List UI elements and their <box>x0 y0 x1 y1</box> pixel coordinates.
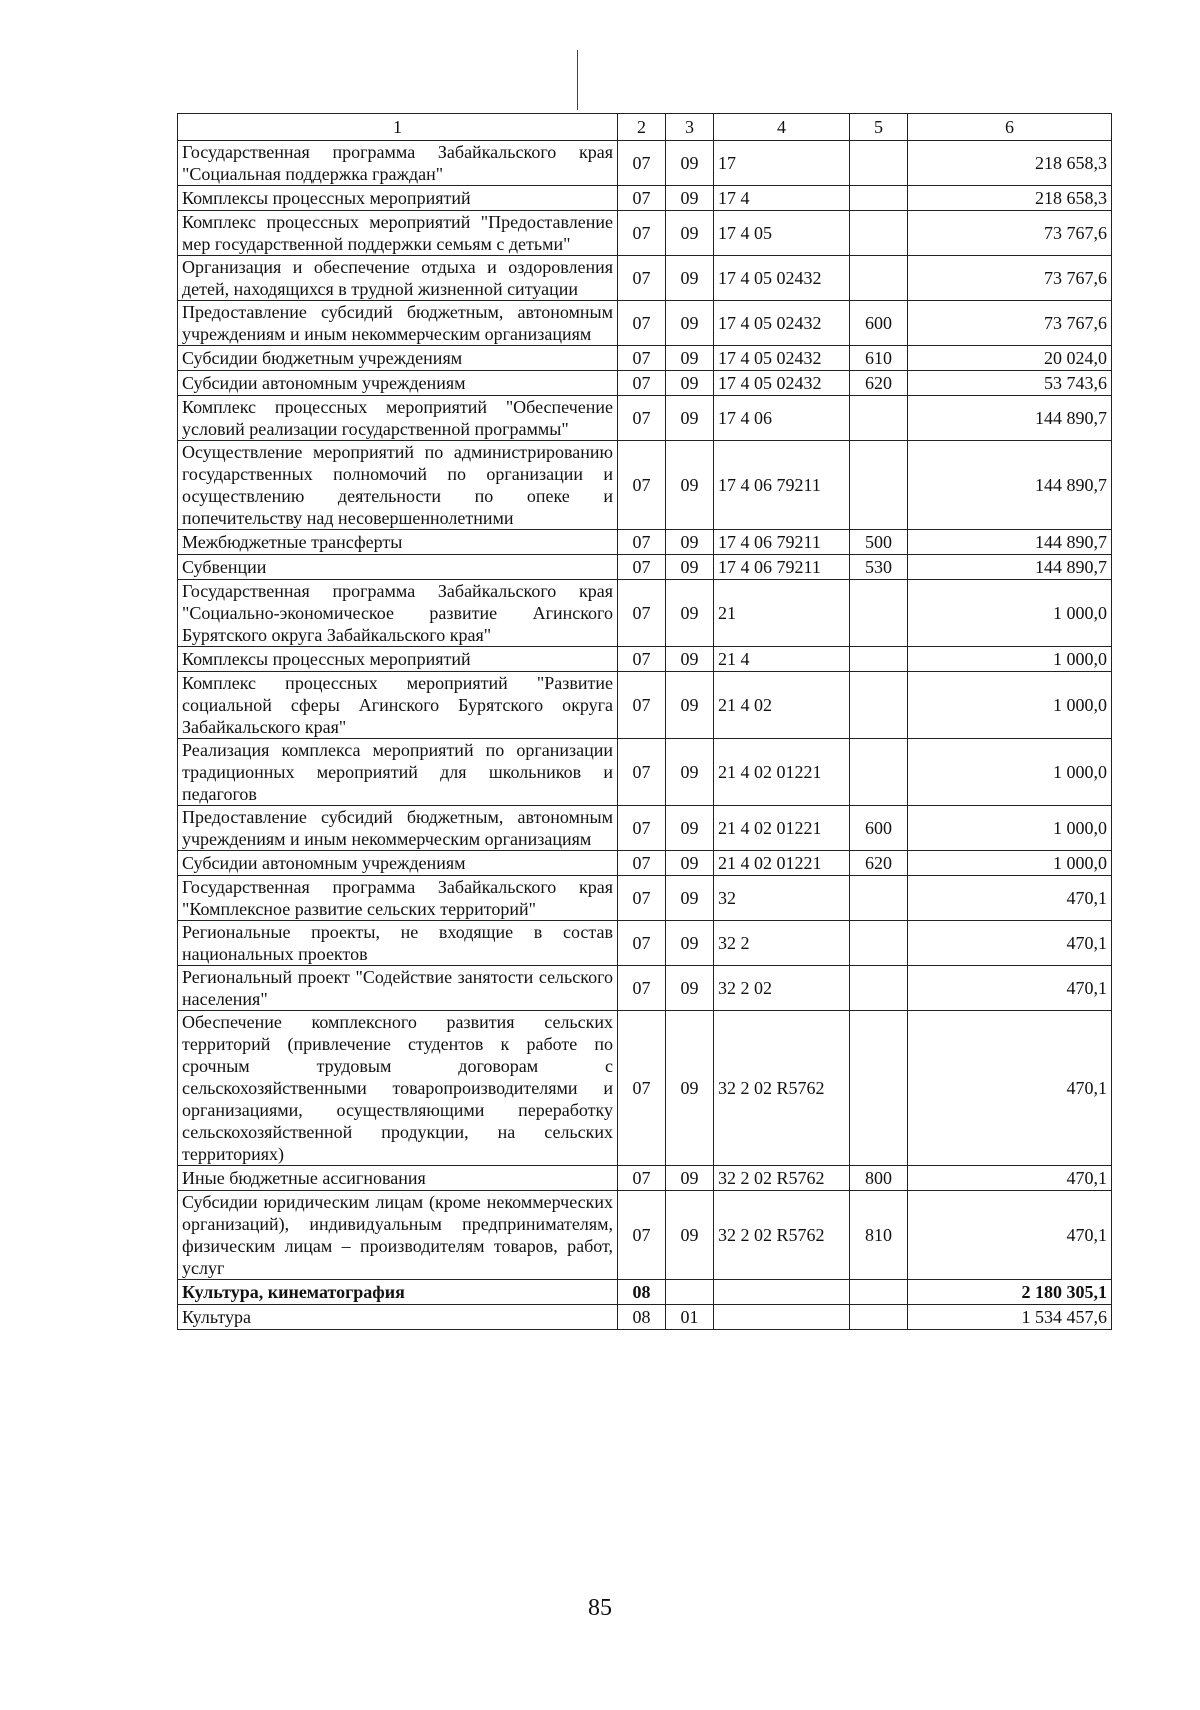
table-row <box>178 876 1112 921</box>
cell-section: 07 <box>618 851 666 876</box>
cell-name: Культура <box>178 1305 618 1330</box>
cell-section: 07 <box>618 555 666 580</box>
table-row <box>178 441 1112 530</box>
cell-target-article: 21 <box>714 580 850 647</box>
cell-subsection: 09 <box>666 806 714 851</box>
cell-expense-type: 500 <box>850 530 908 555</box>
table-row <box>178 921 1112 966</box>
cell-section: 08 <box>618 1280 666 1305</box>
cell-subsection: 09 <box>666 141 714 186</box>
table-row <box>178 580 1112 647</box>
table-row <box>178 211 1112 256</box>
cell-expense-type <box>850 580 908 647</box>
cell-section: 07 <box>618 396 666 441</box>
cell-subsection: 09 <box>666 371 714 396</box>
cell-name: Региональный проект "Содействие занятости сельского населения" <box>178 966 618 1011</box>
page-number: 85 <box>588 1595 612 1621</box>
cell-subsection: 09 <box>666 211 714 256</box>
cell-amount: 144 890,7 <box>908 555 1112 580</box>
cell-name: Региональные проекты, не входящие в состав национальных проектов <box>178 921 618 966</box>
cell-target-article: 32 <box>714 876 850 921</box>
cell-name: Предоставление субсидий бюджетным, автономным учреждениям и иным некоммерческим организациям <box>178 806 618 851</box>
cell-expense-type: 620 <box>850 851 908 876</box>
cell-expense-type: 600 <box>850 301 908 346</box>
cell-subsection <box>666 1280 714 1305</box>
table-row <box>178 555 1112 580</box>
cell-section: 07 <box>618 186 666 211</box>
cell-expense-type: 810 <box>850 1191 908 1280</box>
scan-binding-mark <box>577 50 578 110</box>
cell-amount: 470,1 <box>908 876 1112 921</box>
cell-expense-type <box>850 211 908 256</box>
cell-name: Субсидии автономным учреждениям <box>178 371 618 396</box>
cell-amount: 1 000,0 <box>908 580 1112 647</box>
cell-subsection: 09 <box>666 966 714 1011</box>
cell-name: Реализация комплекса мероприятий по организации традиционных мероприятий для школьников и педагогов <box>178 739 618 806</box>
cell-name: Субсидии юридическим лицам (кроме некоммерческих организаций), индивидуальным предпринимателям, физическим лицам – производителям товаров, работ, услуг <box>178 1191 618 1280</box>
table-row <box>178 1011 1112 1166</box>
cell-section: 07 <box>618 966 666 1011</box>
cell-target-article: 32 2 02 R5762 <box>714 1011 850 1166</box>
cell-expense-type <box>850 256 908 301</box>
cell-section: 07 <box>618 346 666 371</box>
cell-expense-type: 600 <box>850 806 908 851</box>
column-header-subsection: 3 <box>666 114 714 141</box>
cell-target-article: 17 4 06 79211 <box>714 530 850 555</box>
cell-target-article: 21 4 02 01221 <box>714 739 850 806</box>
cell-amount: 1 000,0 <box>908 851 1112 876</box>
cell-section: 07 <box>618 1011 666 1166</box>
cell-amount: 1 000,0 <box>908 806 1112 851</box>
table-row <box>178 186 1112 211</box>
cell-expense-type: 620 <box>850 371 908 396</box>
cell-expense-type <box>850 1305 908 1330</box>
cell-amount: 1 000,0 <box>908 647 1112 672</box>
cell-amount: 144 890,7 <box>908 396 1112 441</box>
cell-amount: 470,1 <box>908 1011 1112 1166</box>
cell-expense-type <box>850 186 908 211</box>
cell-name: Комплекс процессных мероприятий "Обеспечение условий реализации государственной программы" <box>178 396 618 441</box>
cell-amount: 73 767,6 <box>908 256 1112 301</box>
cell-name: Государственная программа Забайкальского края "Социальная поддержка граждан" <box>178 141 618 186</box>
cell-subsection: 09 <box>666 1166 714 1191</box>
cell-subsection: 09 <box>666 851 714 876</box>
cell-amount: 470,1 <box>908 966 1112 1011</box>
cell-name: Комплекс процессных мероприятий "Развитие социальной сферы Агинского Бурятского округа Забайкальского края" <box>178 672 618 739</box>
column-header-amount: 6 <box>908 114 1112 141</box>
cell-expense-type <box>850 1280 908 1305</box>
cell-name: Культура, кинематография <box>178 1280 618 1305</box>
cell-target-article: 17 4 05 <box>714 211 850 256</box>
cell-expense-type <box>850 647 908 672</box>
cell-section: 07 <box>618 441 666 530</box>
cell-amount: 1 000,0 <box>908 672 1112 739</box>
cell-section: 07 <box>618 211 666 256</box>
table-row <box>178 396 1112 441</box>
cell-target-article: 17 4 <box>714 186 850 211</box>
cell-name: Субсидии бюджетным учреждениям <box>178 346 618 371</box>
cell-expense-type: 800 <box>850 1166 908 1191</box>
cell-expense-type <box>850 1011 908 1166</box>
cell-amount: 73 767,6 <box>908 211 1112 256</box>
cell-subsection: 09 <box>666 1191 714 1280</box>
cell-subsection: 09 <box>666 876 714 921</box>
cell-name: Обеспечение комплексного развития сельских территорий (привлечение студентов к работе по срочным трудовым договорам с сельскохозяйственными товаропроизводителями и организациями, осуществляющими переработку сельскохозяйственной продукции, на сельских территориях) <box>178 1011 618 1166</box>
cell-section: 07 <box>618 301 666 346</box>
table-row <box>178 346 1112 371</box>
cell-amount: 470,1 <box>908 1166 1112 1191</box>
cell-name: Комплексы процессных мероприятий <box>178 647 618 672</box>
cell-section: 07 <box>618 647 666 672</box>
cell-section: 07 <box>618 141 666 186</box>
cell-target-article: 21 4 02 <box>714 672 850 739</box>
cell-subsection: 09 <box>666 301 714 346</box>
cell-subsection: 09 <box>666 647 714 672</box>
table-header-row <box>178 114 1112 141</box>
cell-name: Государственная программа Забайкальского края "Комплексное развитие сельских территорий" <box>178 876 618 921</box>
cell-subsection: 09 <box>666 396 714 441</box>
table-row <box>178 256 1112 301</box>
table-row <box>178 739 1112 806</box>
cell-name: Субвенции <box>178 555 618 580</box>
cell-name: Субсидии автономным учреждениям <box>178 851 618 876</box>
cell-subsection: 09 <box>666 580 714 647</box>
cell-target-article <box>714 1280 850 1305</box>
cell-target-article: 21 4 02 01221 <box>714 806 850 851</box>
cell-section: 07 <box>618 530 666 555</box>
cell-subsection: 09 <box>666 530 714 555</box>
cell-section: 07 <box>618 1166 666 1191</box>
cell-target-article: 17 4 06 79211 <box>714 441 850 530</box>
cell-subsection: 09 <box>666 672 714 739</box>
cell-expense-type <box>850 396 908 441</box>
cell-target-article: 21 4 02 01221 <box>714 851 850 876</box>
cell-target-article: 32 2 02 <box>714 966 850 1011</box>
cell-target-article: 32 2 02 R5762 <box>714 1166 850 1191</box>
cell-target-article: 17 4 06 79211 <box>714 555 850 580</box>
cell-target-article: 17 4 05 02432 <box>714 301 850 346</box>
cell-name: Организация и обеспечение отдыха и оздоровления детей, находящихся в трудной жизненной ситуации <box>178 256 618 301</box>
table-row <box>178 1280 1112 1305</box>
cell-amount: 73 767,6 <box>908 301 1112 346</box>
cell-amount: 20 024,0 <box>908 346 1112 371</box>
cell-amount: 144 890,7 <box>908 441 1112 530</box>
cell-section: 07 <box>618 739 666 806</box>
cell-subsection: 09 <box>666 256 714 301</box>
cell-amount: 2 180 305,1 <box>908 1280 1112 1305</box>
table-body <box>178 141 1112 1330</box>
cell-section: 07 <box>618 1191 666 1280</box>
table-row <box>178 371 1112 396</box>
cell-subsection: 09 <box>666 1011 714 1166</box>
cell-target-article: 17 <box>714 141 850 186</box>
table-row <box>178 530 1112 555</box>
table-row <box>178 806 1112 851</box>
table-row <box>178 647 1112 672</box>
table-row <box>178 1191 1112 1280</box>
table-row <box>178 966 1112 1011</box>
cell-amount: 218 658,3 <box>908 141 1112 186</box>
table-row <box>178 1166 1112 1191</box>
cell-amount: 1 000,0 <box>908 739 1112 806</box>
cell-amount: 53 743,6 <box>908 371 1112 396</box>
table-row <box>178 672 1112 739</box>
cell-expense-type <box>850 672 908 739</box>
cell-target-article: 21 4 <box>714 647 850 672</box>
cell-subsection: 01 <box>666 1305 714 1330</box>
cell-amount: 218 658,3 <box>908 186 1112 211</box>
column-header-section: 2 <box>618 114 666 141</box>
cell-subsection: 09 <box>666 739 714 806</box>
cell-subsection: 09 <box>666 186 714 211</box>
cell-subsection: 09 <box>666 441 714 530</box>
cell-name: Комплекс процессных мероприятий "Предоставление мер государственной поддержки семьям с детьми" <box>178 211 618 256</box>
cell-expense-type: 610 <box>850 346 908 371</box>
cell-expense-type <box>850 141 908 186</box>
cell-section: 07 <box>618 580 666 647</box>
cell-expense-type <box>850 921 908 966</box>
cell-section: 07 <box>618 806 666 851</box>
table-row <box>178 851 1112 876</box>
cell-name: Осуществление мероприятий по администрированию государственных полномочий по организации и осуществлению деятельности по опеке и попечительству над несовершеннолетними <box>178 441 618 530</box>
cell-subsection: 09 <box>666 346 714 371</box>
cell-section: 07 <box>618 256 666 301</box>
cell-target-article: 17 4 06 <box>714 396 850 441</box>
cell-name: Межбюджетные трансферты <box>178 530 618 555</box>
cell-section: 07 <box>618 672 666 739</box>
cell-expense-type <box>850 739 908 806</box>
cell-section: 08 <box>618 1305 666 1330</box>
cell-name: Иные бюджетные ассигнования <box>178 1166 618 1191</box>
cell-expense-type <box>850 876 908 921</box>
budget-allocation-table <box>177 113 1112 1330</box>
cell-subsection: 09 <box>666 921 714 966</box>
cell-section: 07 <box>618 876 666 921</box>
cell-target-article: 32 2 <box>714 921 850 966</box>
cell-target-article: 17 4 05 02432 <box>714 346 850 371</box>
cell-amount: 470,1 <box>908 1191 1112 1280</box>
cell-target-article: 17 4 05 02432 <box>714 256 850 301</box>
cell-name: Государственная программа Забайкальского края "Социально-экономическое развитие Агинского Бурятского округа Забайкальского края" <box>178 580 618 647</box>
cell-amount: 1 534 457,6 <box>908 1305 1112 1330</box>
cell-section: 07 <box>618 371 666 396</box>
table-row <box>178 1305 1112 1330</box>
cell-amount: 144 890,7 <box>908 530 1112 555</box>
cell-expense-type: 530 <box>850 555 908 580</box>
column-header-target-article: 4 <box>714 114 850 141</box>
cell-target-article: 17 4 05 02432 <box>714 371 850 396</box>
cell-section: 07 <box>618 921 666 966</box>
cell-target-article <box>714 1305 850 1330</box>
cell-expense-type <box>850 441 908 530</box>
column-header-name: 1 <box>178 114 618 141</box>
table-row <box>178 301 1112 346</box>
table-row <box>178 141 1112 186</box>
cell-target-article: 32 2 02 R5762 <box>714 1191 850 1280</box>
cell-subsection: 09 <box>666 555 714 580</box>
cell-name: Комплексы процессных мероприятий <box>178 186 618 211</box>
cell-expense-type <box>850 966 908 1011</box>
cell-name: Предоставление субсидий бюджетным, автономным учреждениям и иным некоммерческим организациям <box>178 301 618 346</box>
column-header-expense-type: 5 <box>850 114 908 141</box>
cell-amount: 470,1 <box>908 921 1112 966</box>
